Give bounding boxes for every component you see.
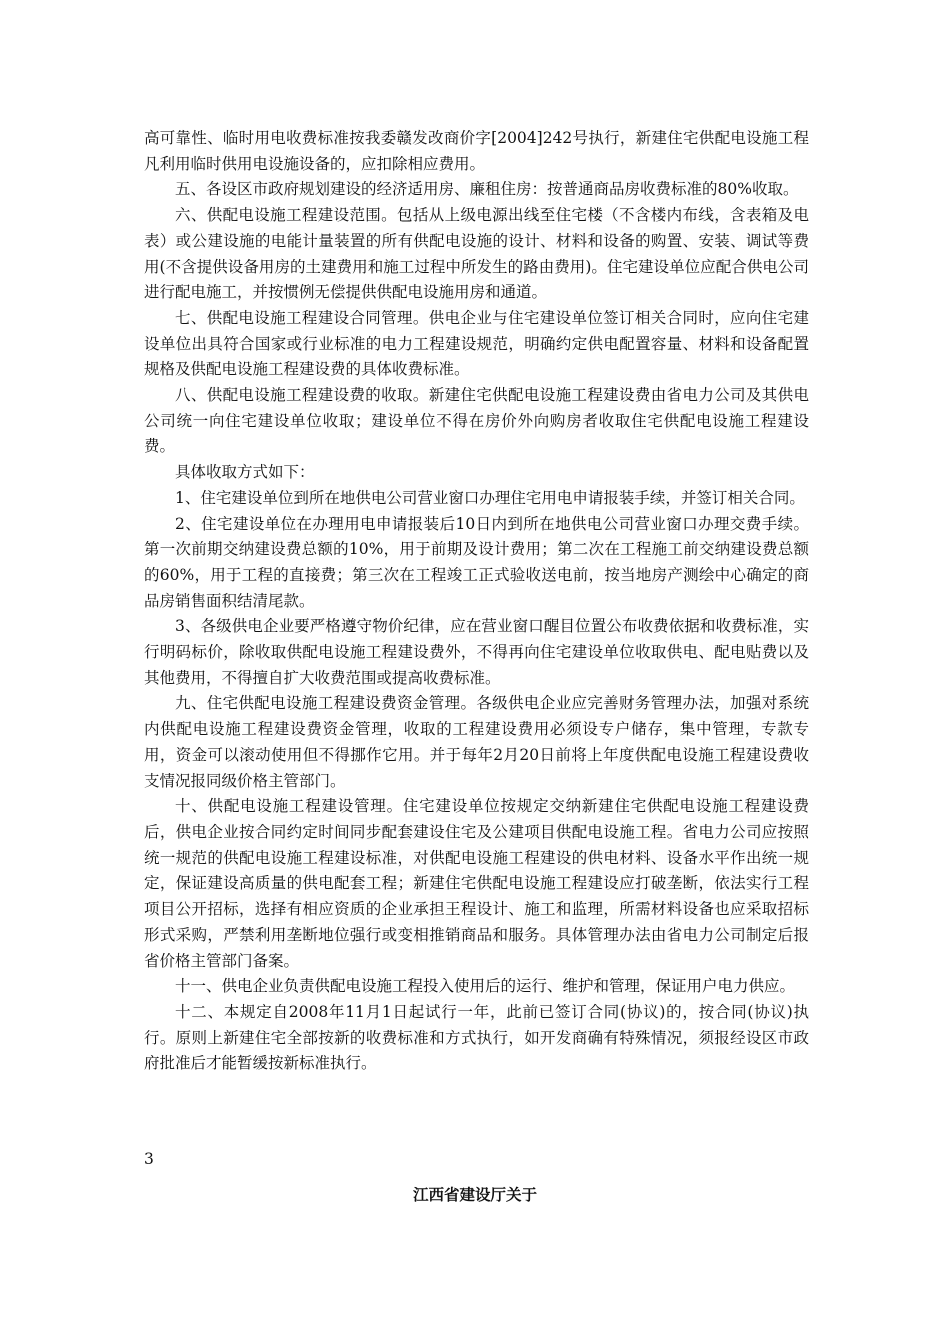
body-text bbox=[144, 126, 809, 1077]
paragraph-collection-intro: 具体收取方式如下： bbox=[175, 463, 315, 482]
paragraph-continued: 高可靠性、临时用电收费标准按我委赣发改商价字[2004]242号执行，新建住宅供配电设施工程凡利用临时供用电设施设备的，应扣除相应费用。 bbox=[144, 129, 809, 173]
paragraph-subitem-1: 1、住宅建设单位到所在地供电公司营业窗口办理住宅用电申请报装手续，并签订相关合同。 bbox=[175, 488, 805, 507]
paragraph-subitem-2: 2、住宅建设单位在办理用电申请报装后10日内到所在地供电公司营业窗口办理交费手续。第一次前期交纳建设费总额的10%，用于前期及设计费用；第二次在工程施工前交纳建设费总额的60%，用于工程的直接费；第三次在工程竣工正式验收送电前，按当地房产测绘中心确定的商品房销售面积结清尾款。 bbox=[144, 514, 809, 610]
paragraph-item-12: 十二、本规定自2008年11月1日起试行一年，此前已签订合同(协议)的，按合同(协议)执行。原则上新建住宅全部按新的收费标准和方式执行，如开发商确有特殊情况，须报经设区市政府批准后才能暂缓按新标准执行。 bbox=[144, 1002, 809, 1073]
paragraph-item-5: 五、各设区市政府规划建设的经济适用房、廉租住房：按普通商品房收费标准的80%收取。 bbox=[175, 180, 799, 199]
next-document-title: 江西省建设厅关于 bbox=[412, 1185, 537, 1204]
paragraph-subitem-3: 3、各级供电企业要严格遵守物价纪律，应在营业窗口醒目位置公布收费依据和收费标准，实行明码标价，除收取供配电设施工程建设费外，不得再向住宅建设单位收取供电、配电贴费以及其他费用，不得擅自扩大收费范围或提高收费标准。 bbox=[144, 617, 809, 687]
page-number: 3 bbox=[144, 1150, 154, 1168]
paragraph-item-8: 八、供配电设施工程建设费的收取。新建住宅供配电设施工程建设费由省电力公司及其供电公司统一向住宅建设单位收取；建设单位不得在房价外向购房者收取住宅供配电设施工程建设费。 bbox=[144, 386, 809, 456]
paragraph-item-9: 九、住宅供配电设施工程建设费资金管理。各级供电企业应完善财务管理办法，加强对系统内供配电设施工程建设费资金管理，收取的工程建设费用必须设专户储存，集中管理，专款专用，资金可以滚动使用但不得挪作它用。并于每年2月20日前将上年度供配电设施工程建设费收支情况报同级价格主管部门。 bbox=[144, 694, 809, 790]
paragraph-item-6: 六、供配电设施工程建设范围。包括从上级电源出线至住宅楼（不含楼内布线，含表箱及电表）或公建设施的电能计量装置的所有供配电设施的设计、材料和设备的购置、安装、调试等费用(不含提供设备用房的土建费用和施工过程中所发生的路由费用)。住宅建设单位应配合供电公司进行配电施工，并按惯例无偿提供供配电设施用房和通道。 bbox=[144, 206, 809, 302]
paragraph-item-11: 十一、供电企业负责供配电设施工程投入使用后的运行、维护和管理，保证用户电力供应。 bbox=[175, 977, 796, 996]
paragraph-item-10: 十、供配电设施工程建设管理。住宅建设单位按规定交纳新建住宅供配电设施工程建设费后，供电企业按合同约定时间同步配套建设住宅及公建项目供配电设施工程。省电力公司应按照统一规范的供配电设施工程建设标准，对供配电设施工程建设的供电材料、设备水平作出统一规定，保证建设高质量的供电配套工程；新建住宅供配电设施工程建设应打破垄断，依法实行工程项目公开招标，选择有相应资质的企业承担王程设计、施工和监理，所需材料设备也应采取招标形式采购，严禁利用垄断地位强行或变相推销商品和服务。具体管理办法由省电力公司制定后报省价格主管部门备案。 bbox=[144, 797, 809, 970]
paragraph-item-7: 七、供配电设施工程建设合同管理。供电企业与住宅建设单位签订相关合同时，应向住宅建设单位出具符合国家或行业标准的电力工程建设规范，明确约定供电配置容量、材料和设备配置规格及供配电设施工程建设费的具体收费标准。 bbox=[144, 308, 809, 379]
